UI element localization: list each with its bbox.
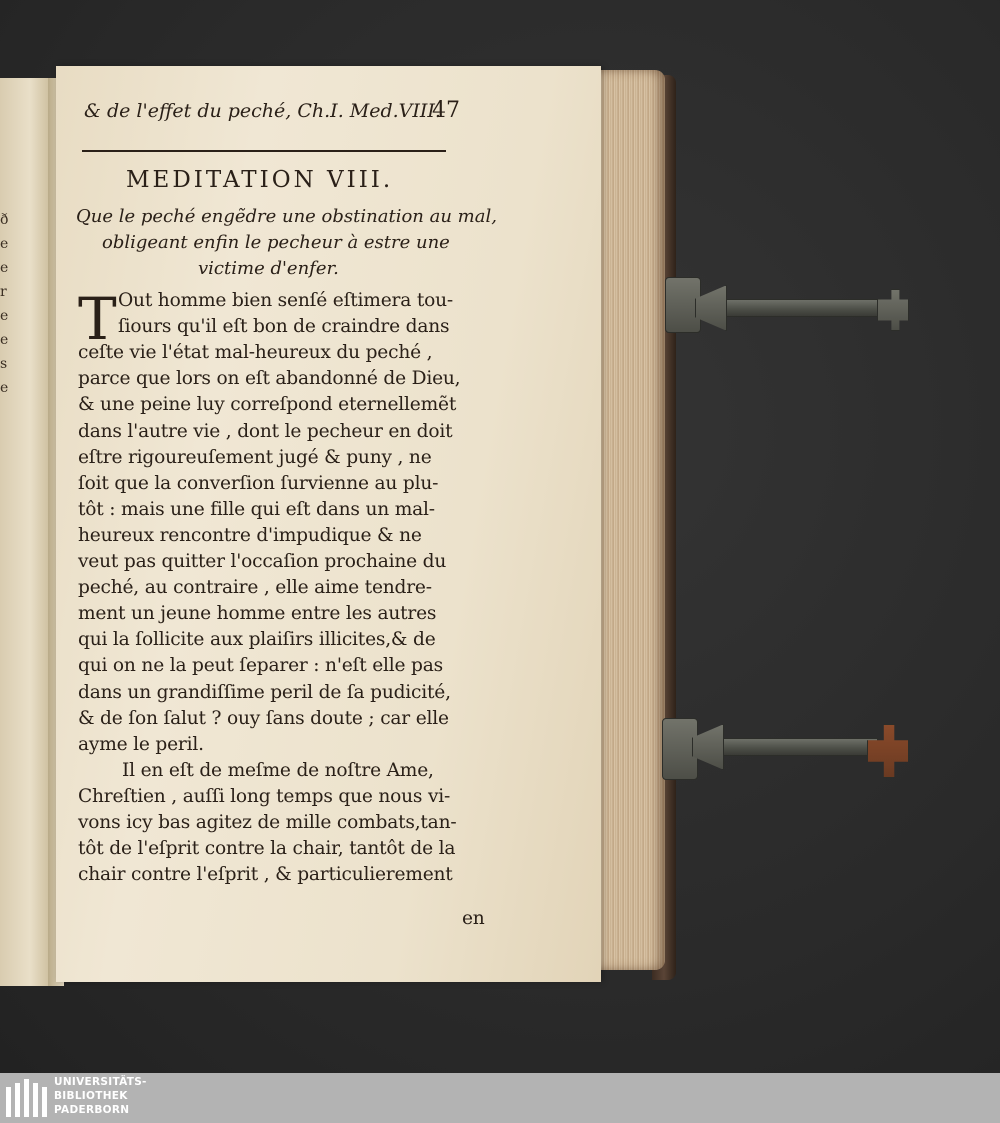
body-line: parce que lors on eſt abandonné de Dieu, xyxy=(78,368,461,390)
body-line: & de ſon ſalut ? ouy ſans doute ; car elle xyxy=(78,707,449,729)
drop-cap: T xyxy=(78,285,117,353)
body-line: chair contre l'eſprit , & particulierement xyxy=(78,864,453,886)
body-line: ſiours qu'il eſt bon de craindre dans xyxy=(118,316,450,338)
body-line: veut pas quitter l'occaſion prochaine du xyxy=(78,551,447,572)
library-name-line: BIBLIOTHEK xyxy=(54,1090,128,1102)
subtitle-line: Que le peché engẽdre une obstination au mal, xyxy=(76,206,497,227)
body-line: tôt : mais une fille qui eſt dans un mal- xyxy=(78,498,435,520)
previous-page-fragment: ð xyxy=(0,212,9,228)
body-line: Out homme bien senſé eſtimera tou- xyxy=(118,290,453,311)
body-line: peché, au contraire , elle aime tendre- xyxy=(78,577,432,599)
body-line: ayme le peril. xyxy=(78,733,204,755)
body-line: qui on ne la peut ſeparer : n'eſt elle pas xyxy=(78,655,443,677)
body-line: qui la ſollicite aux plaiſirs illicites,& de xyxy=(78,629,436,651)
body-line: ment un jeune homme entre les autres xyxy=(78,603,437,625)
previous-page-fragment: e xyxy=(0,260,9,276)
catchword: en xyxy=(462,908,485,929)
running-head: & de l'effet du peché, Ch.I. Med.VIII. xyxy=(84,100,441,122)
body-line: ceſte vie l'état mal-heureux du peché , xyxy=(78,342,433,364)
library-footer xyxy=(0,1073,1000,1123)
previous-page-fragment: e xyxy=(0,380,9,396)
body-line: eſtre rigoureuſement jugé & puny , ne xyxy=(78,446,432,468)
book-page xyxy=(56,66,601,982)
library-name-line: UNIVERSITÄTS- xyxy=(54,1076,147,1088)
body-line: dans un grandiſſime peril de ſa pudicité, xyxy=(78,681,451,703)
upper-clasp xyxy=(665,277,925,347)
subtitle-line: victime d'enfer. xyxy=(198,258,339,279)
previous-page-fragment: r xyxy=(0,284,7,300)
body-line: heureux rencontre d'impudique & ne xyxy=(78,524,422,546)
meditation-title: MEDITATION VIII. xyxy=(126,167,394,193)
body-line: vons icy bas agitez de mille combats,tan- xyxy=(78,812,457,833)
page-number: 47 xyxy=(432,98,460,123)
library-logo xyxy=(6,1079,46,1117)
body-line: dans l'autre vie , dont le pecheur en doit xyxy=(78,420,453,442)
subtitle-line: obligeant enfin le pecheur à estre une xyxy=(102,232,450,253)
previous-page-text-fragments xyxy=(0,208,8,400)
lower-clasp xyxy=(662,718,922,788)
previous-page-fragment: s xyxy=(0,356,8,372)
body-line: ſoit que la converſion ſurvienne au plu- xyxy=(78,472,439,494)
previous-page-edge xyxy=(0,78,51,986)
library-name-line: PADERBORN xyxy=(54,1104,130,1116)
body-line: tôt de l'eſprit contre la chair, tantôt de la xyxy=(78,838,456,860)
body-line: Il en eſt de meſme de noſtre Ame, xyxy=(122,759,434,781)
header-rule xyxy=(82,150,446,152)
body-line: Chreſtien , auſſi long temps que nous vi- xyxy=(78,785,451,807)
previous-page-fragment: e xyxy=(0,332,9,348)
body-line: & une peine luy correſpond eternellemẽt xyxy=(78,394,457,416)
previous-page-fragment: e xyxy=(0,308,9,324)
previous-page-fragment: e xyxy=(0,236,9,252)
